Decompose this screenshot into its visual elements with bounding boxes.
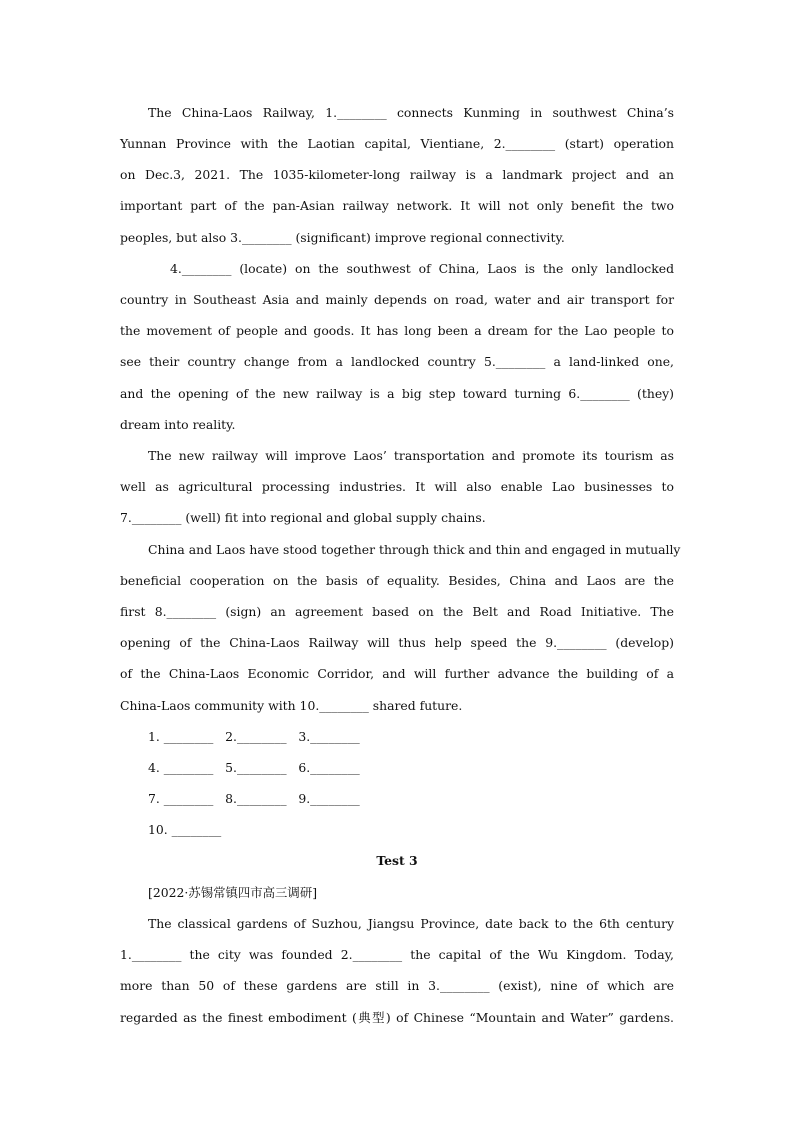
passage1-line-5: peoples, but also 3.________ (significant) improve regional connectivity. xyxy=(120,230,565,245)
answer-row-1: 1. ________ 2.________ 3.________ xyxy=(148,729,360,744)
passage1-line-17: first 8.________ (sign) an agreement based on the Belt and Road Initiative. The xyxy=(120,604,674,619)
passage1-line-6: 4.________ (locate) on the southwest of China, Laos is the only landlocked xyxy=(170,261,674,276)
passage1-line-16: beneficial cooperation on the basis of equality. Besides, China and Laos are the xyxy=(120,573,674,588)
passage1-line-3: on Dec.3, 2021. The 1035-kilometer-long railway is a landmark project and an xyxy=(120,167,674,182)
answer-row-3: 7. ________ 8.________ 9.________ xyxy=(148,791,360,806)
test3-source: [2022·苏锡常镇四市高三调研] xyxy=(148,885,318,900)
passage1-line-18: opening of the China-Laos Railway will thus help speed the 9.________ (develop) xyxy=(120,635,674,650)
test3-line-2: 1.________ the city was founded 2.________ the capital of the Wu Kingdom. Today, xyxy=(120,947,674,962)
passage1-line-2: Yunnan Province with the Laotian capital, Vientiane, 2.________ (start) operation xyxy=(120,136,674,151)
answer-row-2: 4. ________ 5.________ 6.________ xyxy=(148,760,360,775)
passage1-line-8: the movement of people and goods. It has long been a dream for the Lao people to xyxy=(120,323,674,338)
passage1-line-4: important part of the pan-Asian railway network. It will not only benefit the two xyxy=(120,198,674,213)
passage1-line-7: country in Southeast Asia and mainly depends on road, water and air transport for xyxy=(120,292,674,307)
answer-row-4: 10. ________ xyxy=(148,822,222,837)
test3-line-4: regarded as the finest embodiment (典型) of Chinese “Mountain and Water” gardens. xyxy=(120,1010,674,1025)
passage1-line-14: 7.________ (well) fit into regional and global supply chains. xyxy=(120,510,486,525)
test3-heading: Test 3 xyxy=(376,853,418,868)
test3-line-1: The classical gardens of Suzhou, Jiangsu Province, date back to the 6th century xyxy=(148,916,674,931)
passage1-line-13: well as agricultural processing industries. It will also enable Lao businesses to xyxy=(120,479,674,494)
passage1-line-19: of the China-Laos Economic Corridor, and will further advance the building of a xyxy=(120,666,674,681)
passage1-line-10: and the opening of the new railway is a big step toward turning 6.________ (they) xyxy=(120,386,674,401)
passage1-line-12: The new railway will improve Laos’ transportation and promote its tourism as xyxy=(148,448,674,463)
passage1-line-1: The China-Laos Railway, 1.________ connects Kunming in southwest China’s xyxy=(148,105,674,120)
passage1-line-20: China-Laos community with 10.________ shared future. xyxy=(120,698,463,713)
passage1-line-9: see their country change from a landlocked country 5.________ a land-linked one, xyxy=(120,354,674,369)
test3-line-3: more than 50 of these gardens are still in 3.________ (exist), nine of which are xyxy=(120,978,674,993)
passage1-line-11: dream into reality. xyxy=(120,417,236,432)
passage1-line-15: China and Laos have stood together through thick and thin and engaged in mutually xyxy=(148,542,681,557)
